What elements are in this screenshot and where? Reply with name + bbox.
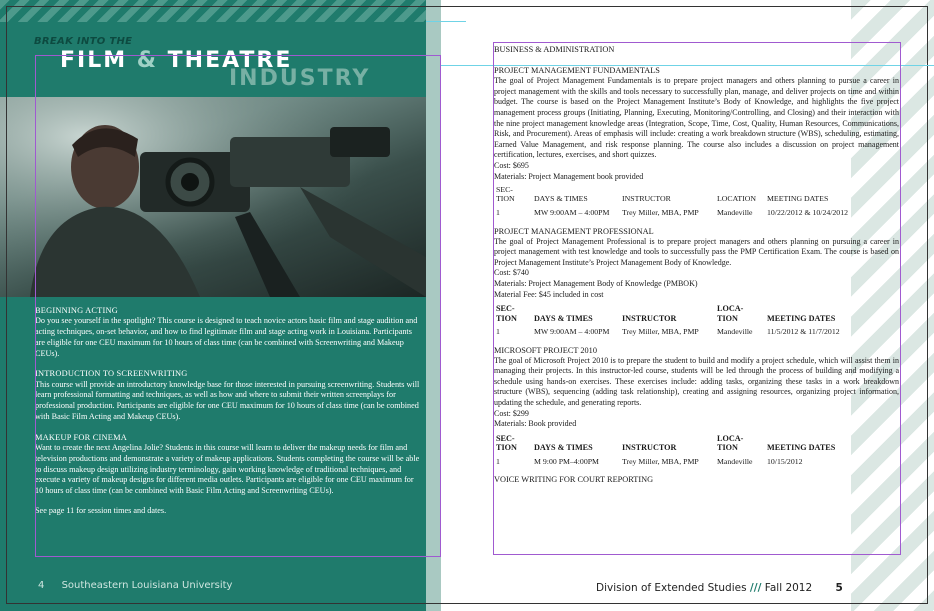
table-cell: 11/5/2012 & 11/7/2012 (767, 327, 840, 337)
column-header: LOCA-TION (717, 433, 744, 453)
footer-university: Southeastern Louisiana University (61, 580, 233, 591)
page-number: 4 (38, 580, 45, 591)
course-description: The goal of Microsoft Project 2010 is to prepare the student to build and modify a project schedule, which will assist them in managing their projects. In this instructor-led course, students will be led through the process of building and modifying a schedule using hands-on exercises. These exercises include: adding tasks, organizing these tasks in a work breakdown structure (WBS), sequencing (adding task relationship), creating and assigning resources, organizing project information, updating the schedule, and generating reports. (494, 355, 899, 408)
course-cost: Cost: $695 (494, 161, 529, 171)
footer-slash-separator: /// (749, 582, 762, 594)
course-material-fee: Material Fee: $45 included in cost (494, 289, 604, 299)
table-cell: Mandeville (717, 456, 753, 466)
course-title: INTRODUCTION TO SCREENWRITING (35, 369, 188, 379)
table-cell: M 9:00 PM–4:00PM (534, 456, 599, 466)
column-header: INSTRUCTOR (622, 443, 677, 453)
section-heading: BUSINESS & ADMINISTRATION (494, 45, 615, 54)
page-number: 5 (835, 582, 843, 594)
column-header: INSTRUCTOR (622, 313, 677, 323)
course-title: BEGINNING ACTING (35, 306, 118, 315)
course-description: The goal of Project Management Professional is to prepare project managers and others planning on pursuing a career in project management with test knowledge and tools to successfully pass the PMP Certification Exam. The course is based on Project Management Institute’s Project Management Body of Knowledge. (494, 236, 899, 267)
margin-guide (35, 55, 441, 557)
course-cost: Cost: $299 (494, 408, 529, 418)
course-description: Want to create the next Angelina Jolie? Students in this course will learn to deliver the makeup needs for film and television productions and demonstrate a variety of makeup applications. Students completing the course will be able to discuss makeup design utilizing industry terminology, gain working knowledge of traditional techniques, and execute a variety of makeup designs for different media outlets. Participants are eligible for one CEU maximum for 10 hours of class time (can be combined with Basic Film Acting and Screenwriting CEUs). (35, 442, 420, 496)
footer-division: Division of Extended Studies (596, 582, 747, 594)
course-cost: Cost: $740 (494, 268, 529, 278)
table-cell: Trey Miller, MBA, PMP (622, 327, 699, 337)
course-title: PROJECT MANAGEMENT FUNDAMENTALS (494, 66, 660, 76)
column-header: MEETING DATES (767, 313, 836, 323)
see-page-note: See page 11 for session times and dates. (35, 506, 167, 516)
margin-guide (493, 42, 901, 555)
table-cell: 1 (496, 208, 500, 218)
column-header: DAYS & TIMES (534, 443, 593, 453)
table-cell: MW 9:00AM – 4:00PM (534, 327, 610, 337)
table-cell: Trey Miller, MBA, PMP (622, 208, 699, 218)
column-header: SEC-TION (496, 433, 517, 453)
table-cell: 10/22/2012 & 10/24/2012 (767, 208, 849, 218)
course-description: The goal of Project Management Fundamentals is to prepare project managers and others planning to pursue a career in project management with the skills and tools necessary to successfully plan, manage, and deliver projects on time and within budget. The course is based on the Project Management Institute’s Body of Knowledge, and highlights the five project management process groups (Initiating, Planning, Executing, Monitoring/Controlling, and Closing) and their interaction with the nine project management knowledge areas (Integration, Scope, Time, Cost, Quality, Human Resources, Communications, Risk, and Procurement). Areas of emphasis will include: creating a work breakdown structure (WBS), scheduling, estimating, Earned Value Management, and risk response planning. The course also includes a discussion on project management certification, lectures, exercises, and short quizzes. (494, 76, 899, 160)
course-materials: Materials: Book provided (494, 419, 577, 429)
table-cell: 10/15/2012 (767, 456, 803, 466)
column-header: DAYS & TIMES (534, 194, 588, 204)
headline-ampersand: & (136, 48, 158, 73)
headline-theatre: THEATRE (167, 48, 293, 73)
column-header: DAYS & TIMES (534, 313, 593, 323)
table-cell: 1 (496, 327, 500, 337)
course-materials: Materials: Project Management Body of Knowledge (PMBOK) (494, 279, 698, 289)
column-header: SEC-TION (496, 185, 515, 204)
headline-line-2: INDUSTRY (229, 66, 371, 91)
course-title: MAKEUP FOR CINEMA (35, 432, 127, 442)
table-cell: 1 (496, 456, 500, 466)
headline-film: FILM (60, 48, 128, 73)
guide-line (426, 21, 466, 22)
course-title: MICROSOFT PROJECT 2010 (494, 345, 597, 355)
next-course-title: VOICE WRITING FOR COURT REPORTING (494, 475, 654, 485)
table-cell: Trey Miller, MBA, PMP (622, 456, 699, 466)
course-description: This course will provide an introductory knowledge base for those interested in pursuing screenwriting. Students will learn professional formatting and techniques, as well as how and where to submit their written screenplays for professional production. Participants are eligible for one CEU maximum for 10 hours of class time (can be combined with Basic Film Acting and Makeup CEUs). (35, 379, 420, 421)
footer-term: Fall 2012 (764, 582, 813, 594)
table-cell: MW 9:00AM – 4:00PM (534, 208, 610, 218)
headline-kicker: BREAK INTO THE (34, 36, 133, 47)
course-materials: Materials: Project Management book provided (494, 171, 644, 181)
column-header: INSTRUCTOR (622, 194, 671, 204)
column-header: MEETING DATES (767, 194, 829, 204)
table-cell: Mandeville (717, 327, 753, 337)
course-description: Do you see yourself in the spotlight? This course is designed to teach novice actors basic film and stage audition and acting techniques, on-set behavior, and how to find legitimate film and stage acting work in Louisiana. Participants are eligible for one CEU maximum for 10 hours of class time (can be combined with Screenwriting and Makeup CEUs). (35, 316, 418, 358)
column-header: MEETING DATES (767, 443, 836, 453)
course-title: PROJECT MANAGEMENT PROFESSIONAL (494, 226, 654, 236)
column-header: SEC-TION (496, 304, 517, 323)
column-header: LOCATION (717, 194, 756, 204)
column-header: LOCA-TION (717, 304, 744, 323)
table-cell: Mandeville (717, 208, 753, 218)
